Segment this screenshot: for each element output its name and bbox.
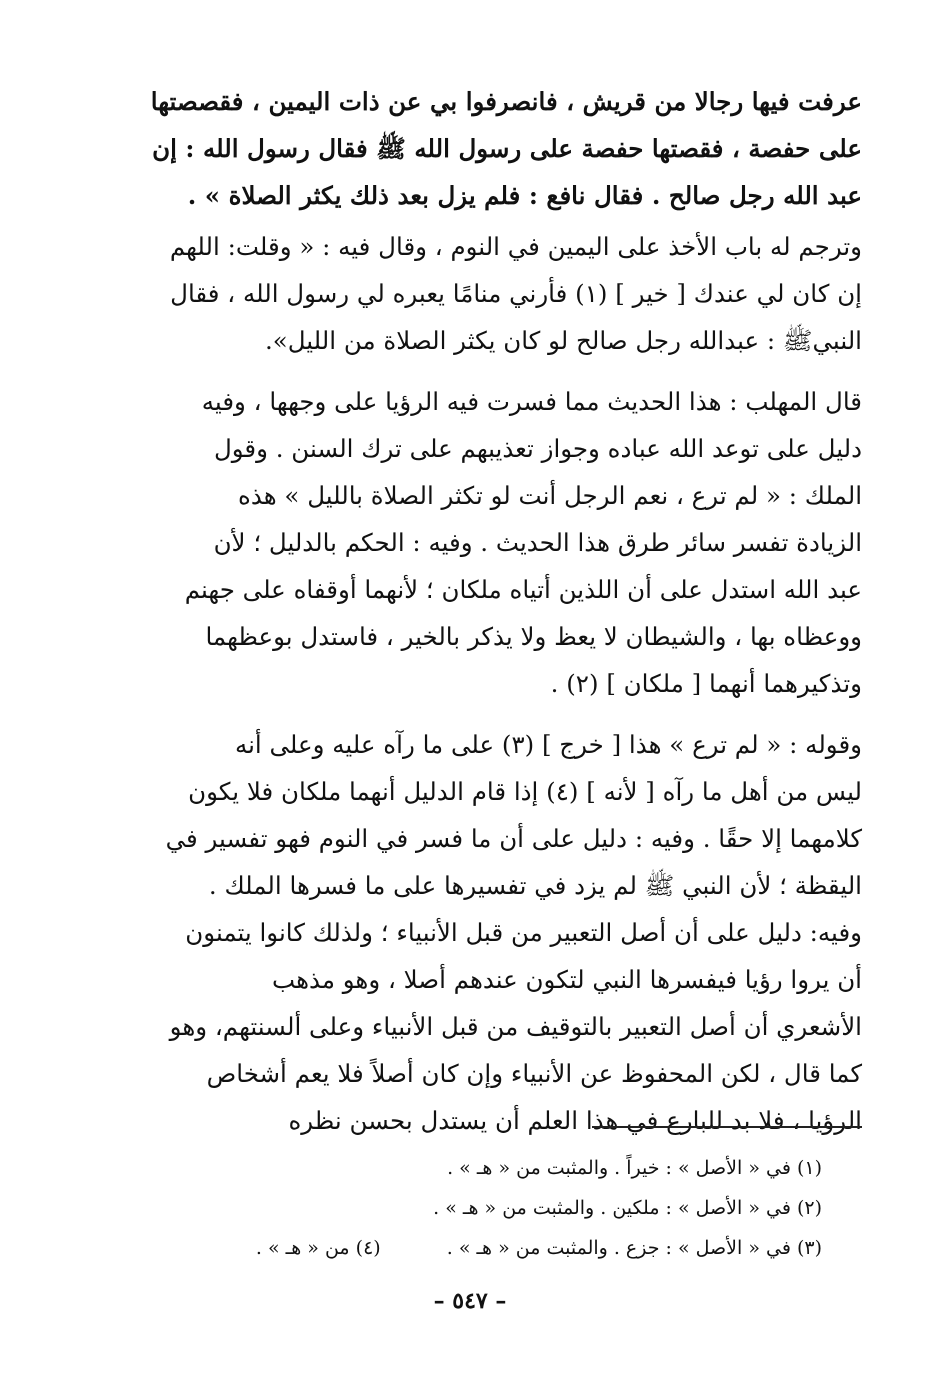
text-line: ووعظاه بها ، والشيطان لا يعظ ولا يذكر بالخير ، فاستدل بوعظهما — [205, 622, 862, 651]
text-line: دليل على توعد الله عباده وجواز تعذيبهم على ترك السنن . وقول — [213, 434, 862, 463]
footnote: (١) في « الأصل » : خيراً . والمثبت من « هـ » . — [447, 1157, 822, 1179]
paragraph-muhallab — [78, 378, 862, 707]
text-line: الرؤيا ، فلا بد للبارع في هذا العلم أن يستدل بحسن نظره — [288, 1106, 862, 1135]
text-line: وفيه: دليل على أن أصل التعبير من قبل الأنبياء ؛ ولذلك كانوا يتمنون — [185, 918, 862, 947]
text-line: وقوله : « لم ترع » هذا [ خرج ] (٣) على ما رآه عليه وعلى أنه — [234, 730, 862, 759]
footnote: (٢) في « الأصل » : ملكين . والمثبت من « هـ » . — [433, 1197, 822, 1219]
paragraph-chapter-note — [78, 223, 862, 364]
footnote-row — [102, 1228, 822, 1268]
text-line: الملك : « لم ترع ، نعم الرجل أنت لو تكثر الصلاة بالليل » هذه — [238, 481, 862, 510]
text-line: النبيﷺ : عبدالله رجل صالح لو كان يكثر الصلاة من الليل». — [264, 326, 862, 355]
footnotes — [102, 1148, 822, 1268]
paragraph-commentary — [78, 721, 862, 1144]
footnote: (٤) من « هـ » . — [255, 1237, 381, 1259]
footnote-divider — [592, 1126, 862, 1128]
text-line: قال المهلب : هذا الحديث مما فسرت فيه الرؤيا على وجهها ، وفيه — [201, 387, 862, 416]
page-number: – ٥٤٧ – — [433, 1288, 507, 1314]
text-line: أن يروا رؤيا فيفسرها النبي لتكون عندهم أصلا ، وهو مذهب — [272, 965, 862, 994]
text-line: عرفت فيها رجالا من قريش ، فانصرفوا بي عن ذات اليمين ، فقصصتها — [150, 87, 862, 116]
text-line: كما قال ، لكن المحفوظ عن الأنبياء وإن كان أصلاً فلا يعم أشخاص — [206, 1059, 862, 1088]
text-line: عبد الله استدل على أن اللذين أتياه ملكان ؛ لأنهما أوقفاه على جهنم — [184, 575, 862, 604]
text-line: ليس من أهل ما رآه [ لأنه ] (٤) إذا قام الدليل أنهما ملكان فلا يكون — [188, 777, 862, 806]
text-line: وترجم له باب الأخذ على اليمين في النوم ، وقال فيه : « وقلت: اللهم — [169, 232, 862, 261]
text-line: إن كان لي عندك [ خير ] (١) فأرني منامًا يعبره لي رسول الله ، فقال — [170, 279, 862, 308]
text-line: عبد الله رجل صالح . فقال نافع : فلم يزل بعد ذلك يكثر الصلاة » . — [187, 181, 862, 210]
text-line: الزيادة تفسر سائر طرق هذا الحديث . وفيه : الحكم بالدليل ؛ لأن — [213, 528, 862, 557]
footnote: (٣) في « الأصل » : جزع . والمثبت من « هـ » . — [446, 1237, 822, 1259]
paragraph-hadith-end — [78, 78, 862, 219]
text-line: الأشعري أن أصل التعبير بالتوقيف من قبل الأنبياء وعلى ألسنتهم، وهو — [169, 1012, 862, 1041]
text-line: وتذكيرهما أنهما [ ملكان ] (٢) . — [550, 669, 862, 698]
text-line: على حفصة ، فقصتها حفصة على رسول الله ﷺ فقال رسول الله : إن — [152, 134, 862, 163]
text-line: كلامهما إلا حقًا . وفيه : دليل على أن ما فسر في النوم فهو تفسير في — [165, 824, 862, 853]
text-line: اليقظة ؛ لأن النبي ﷺ لم يزد في تفسيرها على ما فسرها الملك . — [208, 871, 862, 900]
